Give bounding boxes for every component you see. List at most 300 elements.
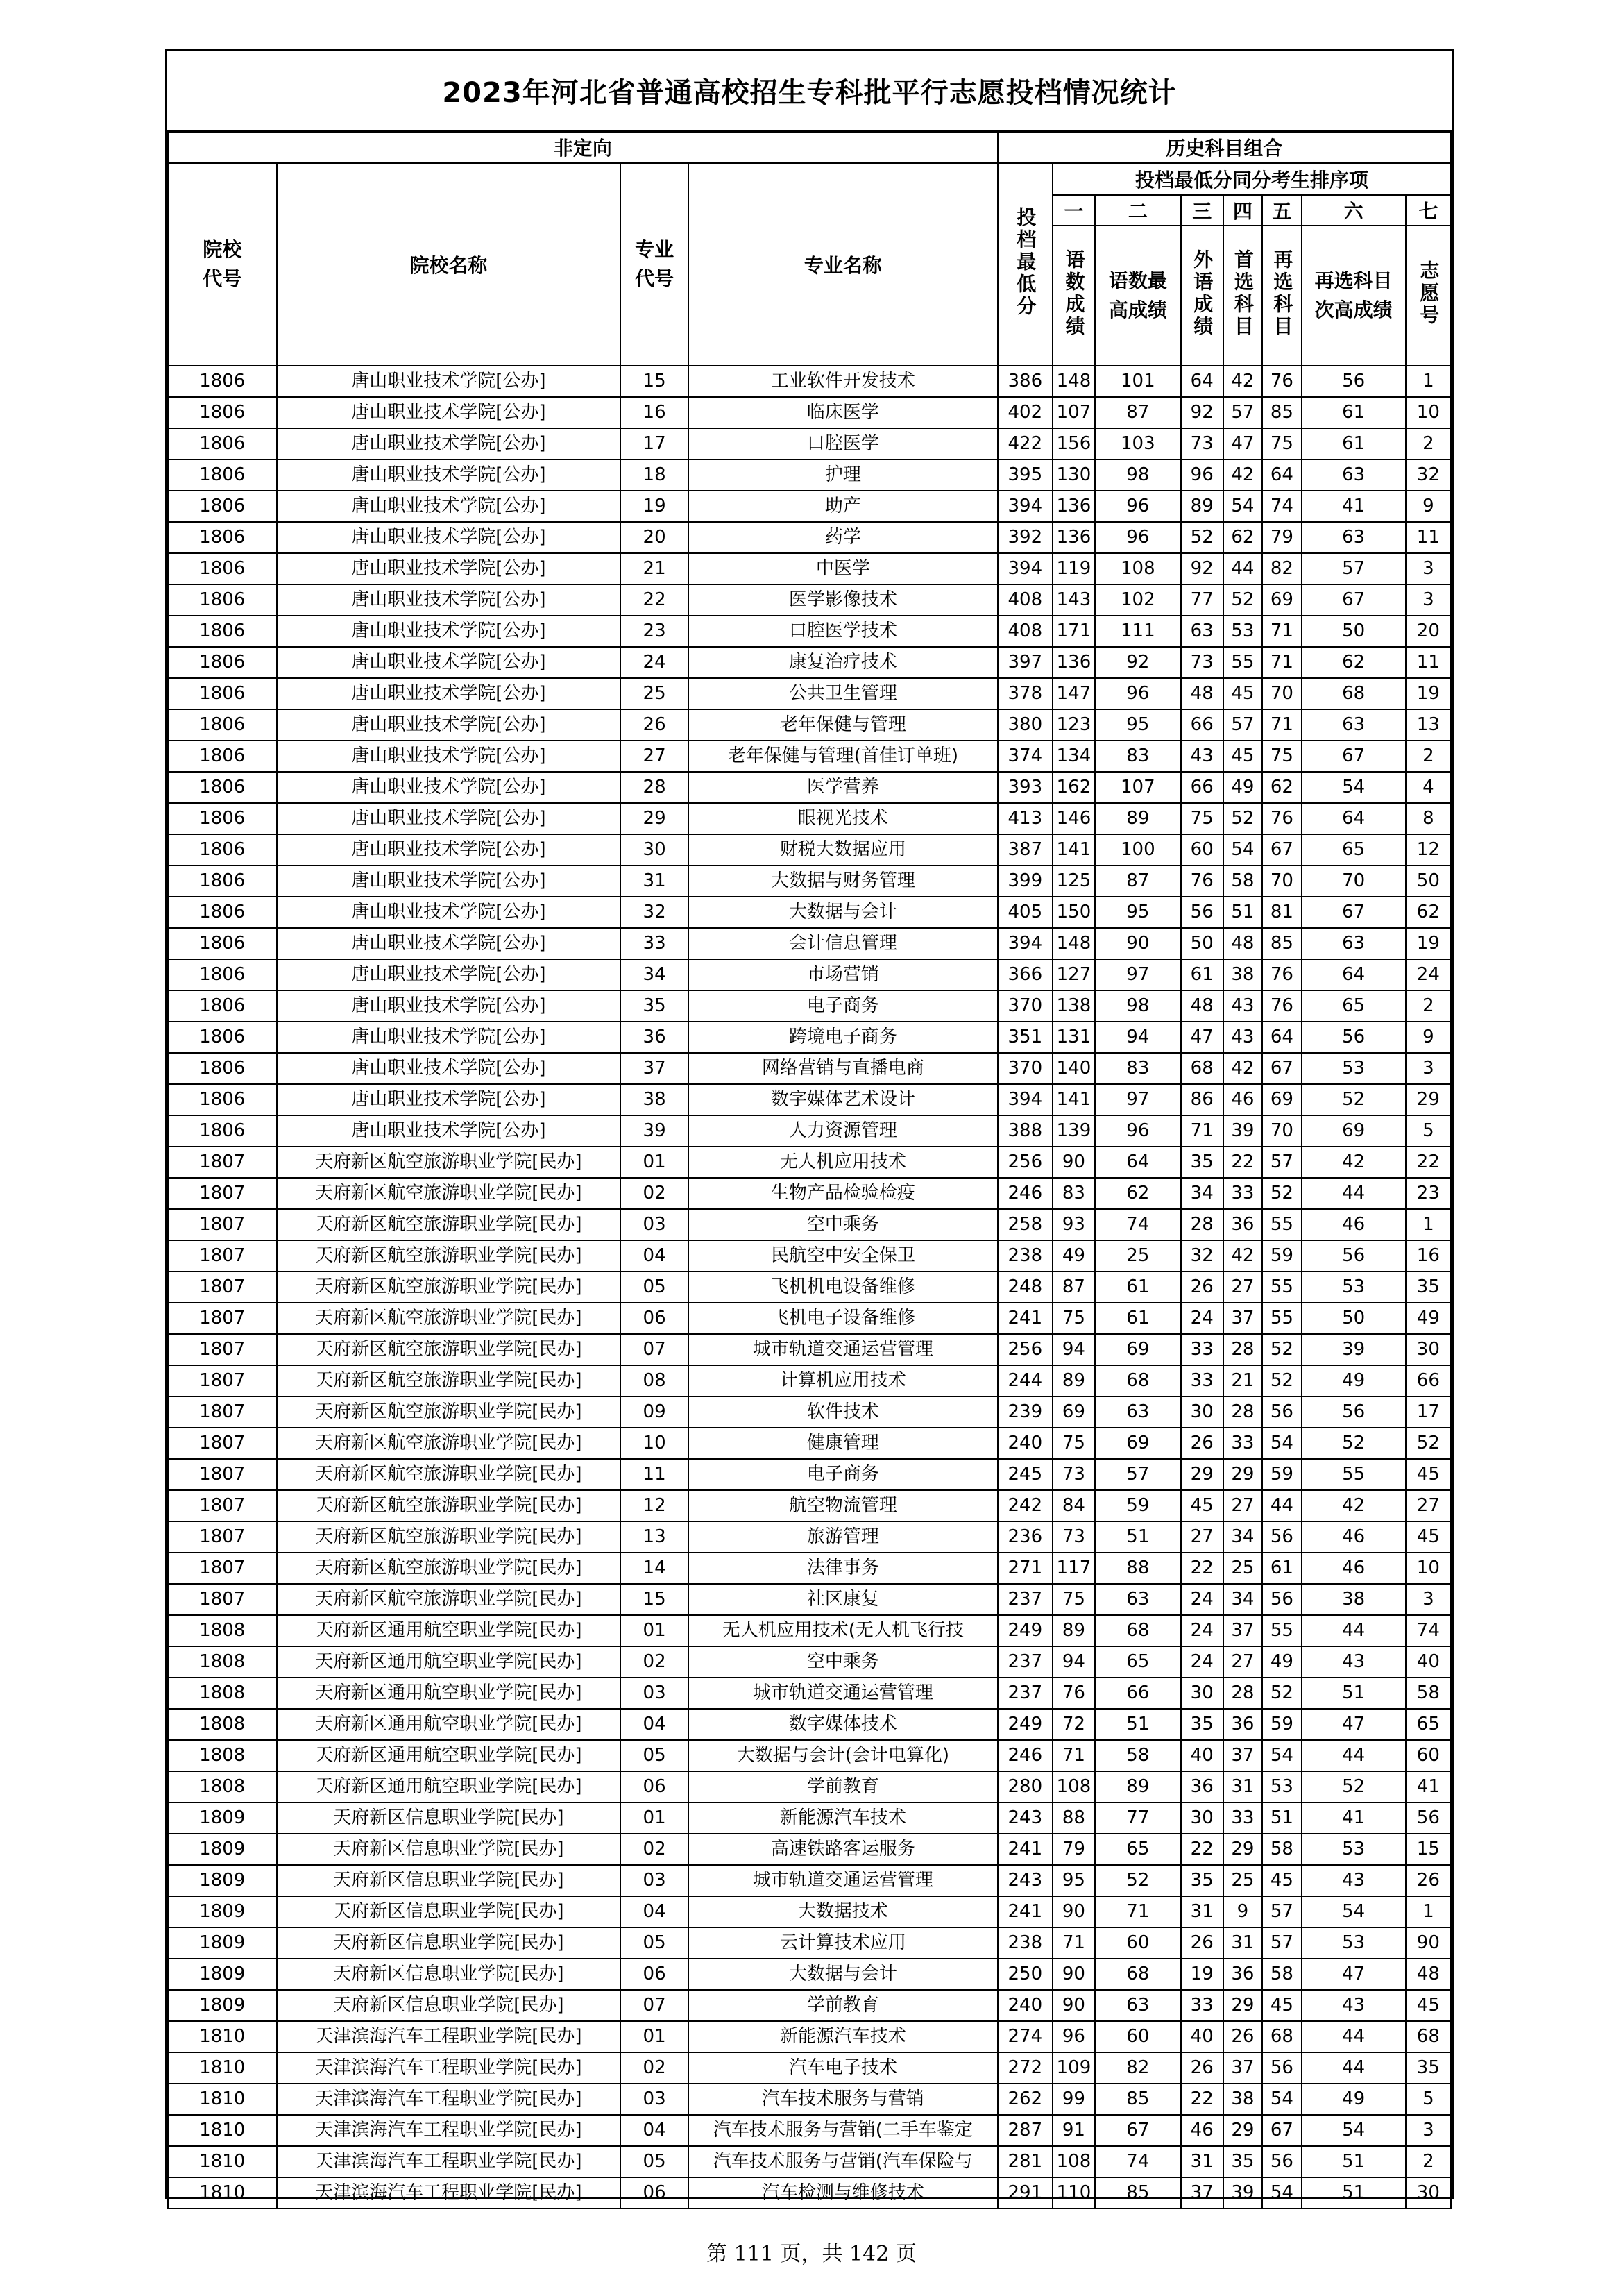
- cell-c2: 63: [1095, 1396, 1181, 1428]
- cell-c1: 123: [1053, 709, 1095, 741]
- table-row: [168, 1115, 1451, 1147]
- cell-school-code: 1807: [168, 1553, 277, 1584]
- cell-c4: 42: [1223, 1240, 1263, 1272]
- cell-major-name: 汽车技术服务与营销: [688, 2084, 998, 2115]
- cell-major-code: 05: [620, 1740, 688, 1771]
- cell-c2: 67: [1095, 2115, 1181, 2146]
- cell-c6: 43: [1302, 1990, 1406, 2021]
- cell-c4: 27: [1223, 1490, 1263, 1521]
- cell-c6: 44: [1302, 2052, 1406, 2084]
- cell-major-code: 28: [620, 772, 688, 803]
- cell-c5: 81: [1262, 897, 1302, 928]
- cell-c2: 68: [1095, 1959, 1181, 1990]
- rank-4: 四: [1223, 195, 1263, 226]
- cell-min-score: 240: [998, 1990, 1053, 2021]
- cell-c5: 64: [1262, 1022, 1302, 1053]
- cell-major-name: 城市轨道交通运营管理: [688, 1334, 998, 1365]
- cell-school-name: 唐山职业技术学院[公办]: [277, 772, 621, 803]
- cell-school-name: 天府新区航空旅游职业学院[民办]: [277, 1272, 621, 1303]
- cell-c4: 45: [1223, 678, 1263, 709]
- cell-min-score: 394: [998, 1084, 1053, 1115]
- cell-c7: 22: [1406, 1147, 1451, 1178]
- cell-school-name: 天府新区航空旅游职业学院[民办]: [277, 1303, 621, 1334]
- rank-7: 七: [1406, 195, 1451, 226]
- cell-min-score: 394: [998, 553, 1053, 584]
- cell-c5: 55: [1262, 1615, 1302, 1646]
- cell-c3: 33: [1181, 1990, 1223, 2021]
- cell-min-score: 370: [998, 1053, 1053, 1084]
- cell-school-code: 1806: [168, 866, 277, 897]
- cell-min-score: 237: [998, 1584, 1053, 1615]
- cell-c1: 141: [1053, 1084, 1095, 1115]
- cell-c7: 1: [1406, 1896, 1451, 1927]
- cell-c7: 2: [1406, 741, 1451, 772]
- cell-c1: 94: [1053, 1334, 1095, 1365]
- cell-c5: 45: [1262, 1990, 1302, 2021]
- cell-major-name: 汽车电子技术: [688, 2052, 998, 2084]
- cell-c1: 109: [1053, 2052, 1095, 2084]
- table-row: [168, 553, 1451, 584]
- cell-c7: 12: [1406, 834, 1451, 866]
- table-row: [168, 2115, 1451, 2146]
- cell-min-score: 240: [998, 1428, 1053, 1459]
- cell-min-score: 236: [998, 1521, 1053, 1553]
- cell-school-code: 1807: [168, 1490, 277, 1521]
- cell-c4: 52: [1223, 803, 1263, 834]
- cell-school-name: 天府新区航空旅游职业学院[民办]: [277, 1147, 621, 1178]
- cell-c4: 43: [1223, 990, 1263, 1022]
- cell-c2: 97: [1095, 959, 1181, 990]
- cell-c2: 25: [1095, 1240, 1181, 1272]
- table-row: [168, 1272, 1451, 1303]
- cell-c7: 68: [1406, 2021, 1451, 2052]
- cell-c3: 22: [1181, 1553, 1223, 1584]
- cell-c7: 45: [1406, 1521, 1451, 1553]
- cell-school-name: 天府新区航空旅游职业学院[民办]: [277, 1584, 621, 1615]
- cell-school-name: 天府新区航空旅游职业学院[民办]: [277, 1209, 621, 1240]
- cell-c4: 58: [1223, 866, 1263, 897]
- cell-c2: 58: [1095, 1740, 1181, 1771]
- cell-c6: 49: [1302, 1365, 1406, 1396]
- cell-min-score: 256: [998, 1334, 1053, 1365]
- cell-school-code: 1810: [168, 2021, 277, 2052]
- sort-header: 投档最低分同分考生排序项: [1053, 163, 1451, 195]
- cell-major-code: 35: [620, 990, 688, 1022]
- table-row: [168, 1396, 1451, 1428]
- cell-c3: 75: [1181, 803, 1223, 834]
- cell-school-name: 天府新区信息职业学院[民办]: [277, 1896, 621, 1927]
- cell-c4: 38: [1223, 959, 1263, 990]
- cell-c1: 119: [1053, 553, 1095, 584]
- cell-min-score: 246: [998, 1178, 1053, 1209]
- cell-major-name: 大数据与会计: [688, 1959, 998, 1990]
- cell-c7: 3: [1406, 2115, 1451, 2146]
- cell-c3: 34: [1181, 1178, 1223, 1209]
- cell-c4: 29: [1223, 2115, 1263, 2146]
- cell-school-code: 1806: [168, 647, 277, 678]
- cell-c3: 47: [1181, 1022, 1223, 1053]
- rank-1: 一: [1053, 195, 1095, 226]
- cell-major-code: 01: [620, 1803, 688, 1834]
- cell-c1: 148: [1053, 366, 1095, 397]
- cell-c2: 74: [1095, 1209, 1181, 1240]
- cell-major-code: 17: [620, 428, 688, 459]
- cell-min-score: 242: [998, 1490, 1053, 1521]
- cell-c1: 71: [1053, 1740, 1095, 1771]
- cell-c2: 74: [1095, 2146, 1181, 2177]
- cell-school-name: 天府新区信息职业学院[民办]: [277, 1990, 621, 2021]
- table-row: [168, 1803, 1451, 1834]
- cell-c6: 50: [1302, 616, 1406, 647]
- cell-c6: 41: [1302, 1803, 1406, 1834]
- cell-school-name: 天府新区通用航空职业学院[民办]: [277, 1646, 621, 1678]
- cell-c5: 59: [1262, 1709, 1302, 1740]
- cell-c4: 43: [1223, 1022, 1263, 1053]
- cell-c7: 3: [1406, 584, 1451, 616]
- cell-c6: 63: [1302, 709, 1406, 741]
- cell-school-name: 唐山职业技术学院[公办]: [277, 803, 621, 834]
- cell-major-name: 软件技术: [688, 1396, 998, 1428]
- cell-school-name: 天府新区信息职业学院[民办]: [277, 1834, 621, 1865]
- table-row: [168, 1303, 1451, 1334]
- cell-c3: 66: [1181, 709, 1223, 741]
- table-row: [168, 1490, 1451, 1521]
- cell-school-code: 1810: [168, 2115, 277, 2146]
- cell-c3: 37: [1181, 2177, 1223, 2209]
- cell-min-score: 408: [998, 584, 1053, 616]
- cell-c3: 48: [1181, 678, 1223, 709]
- cell-c5: 56: [1262, 2146, 1302, 2177]
- col-header-school: 院校名称: [277, 163, 621, 366]
- cell-school-code: 1806: [168, 584, 277, 616]
- cell-c4: 54: [1223, 491, 1263, 522]
- cell-c2: 82: [1095, 2052, 1181, 2084]
- cell-c5: 71: [1262, 709, 1302, 741]
- cell-major-name: 飞机电子设备维修: [688, 1303, 998, 1334]
- cell-c3: 26: [1181, 1927, 1223, 1959]
- cell-c5: 55: [1262, 1303, 1302, 1334]
- cell-major-name: 医学营养: [688, 772, 998, 803]
- cell-major-name: 高速铁路客运服务: [688, 1834, 998, 1865]
- cell-major-name: 空中乘务: [688, 1209, 998, 1240]
- cell-c4: 31: [1223, 1771, 1263, 1803]
- cell-c2: 51: [1095, 1521, 1181, 1553]
- cell-school-name: 天府新区航空旅游职业学院[民办]: [277, 1553, 621, 1584]
- cell-c6: 56: [1302, 1022, 1406, 1053]
- cell-c1: 171: [1053, 616, 1095, 647]
- table-row: [168, 1990, 1451, 2021]
- cell-school-name: 唐山职业技术学院[公办]: [277, 1115, 621, 1147]
- cell-c2: 66: [1095, 1678, 1181, 1709]
- cell-school-code: 1809: [168, 1834, 277, 1865]
- cell-major-code: 07: [620, 1990, 688, 2021]
- cell-major-code: 15: [620, 366, 688, 397]
- cell-c2: 96: [1095, 678, 1181, 709]
- cell-c1: 156: [1053, 428, 1095, 459]
- cell-min-score: 366: [998, 959, 1053, 990]
- cell-school-code: 1806: [168, 397, 277, 428]
- cell-c3: 52: [1181, 522, 1223, 553]
- cell-school-name: 天府新区航空旅游职业学院[民办]: [277, 1178, 621, 1209]
- cell-c6: 51: [1302, 2177, 1406, 2209]
- table-row: [168, 1834, 1451, 1865]
- cell-c1: 89: [1053, 1365, 1095, 1396]
- cell-major-code: 06: [620, 2177, 688, 2209]
- cell-c7: 5: [1406, 1115, 1451, 1147]
- cell-c5: 54: [1262, 1740, 1302, 1771]
- cell-c2: 92: [1095, 647, 1181, 678]
- cell-c6: 51: [1302, 2146, 1406, 2177]
- cell-c6: 67: [1302, 897, 1406, 928]
- col-header-major-code: 专业代号: [620, 163, 688, 366]
- cell-major-name: 医学影像技术: [688, 584, 998, 616]
- cell-c7: 13: [1406, 709, 1451, 741]
- cell-c2: 95: [1095, 709, 1181, 741]
- table-row: [168, 1459, 1451, 1490]
- cell-c5: 71: [1262, 647, 1302, 678]
- cell-school-name: 唐山职业技术学院[公办]: [277, 459, 621, 491]
- cell-min-score: 393: [998, 772, 1053, 803]
- table-row: [168, 1709, 1451, 1740]
- cell-major-name: 健康管理: [688, 1428, 998, 1459]
- cell-c5: 67: [1262, 834, 1302, 866]
- cell-min-score: 395: [998, 459, 1053, 491]
- cell-c4: 36: [1223, 1709, 1263, 1740]
- cell-c5: 67: [1262, 2115, 1302, 2146]
- cell-c6: 52: [1302, 1428, 1406, 1459]
- cell-c3: 26: [1181, 2052, 1223, 2084]
- cell-major-code: 22: [620, 584, 688, 616]
- cell-major-code: 25: [620, 678, 688, 709]
- cell-c4: 26: [1223, 2021, 1263, 2052]
- cell-major-name: 康复治疗技术: [688, 647, 998, 678]
- cell-c6: 55: [1302, 1459, 1406, 1490]
- cell-school-name: 唐山职业技术学院[公办]: [277, 678, 621, 709]
- cell-school-code: 1806: [168, 709, 277, 741]
- cell-school-code: 1806: [168, 678, 277, 709]
- cell-c1: 108: [1053, 1771, 1095, 1803]
- cell-c7: 1: [1406, 366, 1451, 397]
- cell-major-code: 23: [620, 616, 688, 647]
- cell-min-score: 244: [998, 1365, 1053, 1396]
- cell-c3: 35: [1181, 1147, 1223, 1178]
- cell-c2: 63: [1095, 1990, 1181, 2021]
- cell-c1: 131: [1053, 1022, 1095, 1053]
- cell-c7: 49: [1406, 1303, 1451, 1334]
- cell-c7: 50: [1406, 866, 1451, 897]
- cell-c1: 72: [1053, 1709, 1095, 1740]
- cell-major-code: 13: [620, 1521, 688, 1553]
- cell-c2: 83: [1095, 1053, 1181, 1084]
- cell-school-name: 天府新区通用航空职业学院[民办]: [277, 1740, 621, 1771]
- cell-min-score: 243: [998, 1865, 1053, 1896]
- cell-c2: 96: [1095, 491, 1181, 522]
- cell-major-name: 旅游管理: [688, 1521, 998, 1553]
- cell-c7: 90: [1406, 1927, 1451, 1959]
- cell-c4: 37: [1223, 1740, 1263, 1771]
- cell-c2: 90: [1095, 928, 1181, 959]
- cell-c3: 24: [1181, 1646, 1223, 1678]
- cell-school-code: 1807: [168, 1459, 277, 1490]
- cell-c6: 49: [1302, 2084, 1406, 2115]
- cell-c4: 29: [1223, 1834, 1263, 1865]
- cell-c7: 20: [1406, 616, 1451, 647]
- cell-c1: 90: [1053, 1959, 1095, 1990]
- table-row: [168, 647, 1451, 678]
- cell-c1: 136: [1053, 647, 1095, 678]
- cell-c7: 74: [1406, 1615, 1451, 1646]
- cell-school-name: 唐山职业技术学院[公办]: [277, 834, 621, 866]
- cell-c5: 76: [1262, 366, 1302, 397]
- cell-c7: 3: [1406, 1053, 1451, 1084]
- cell-c6: 52: [1302, 1084, 1406, 1115]
- cell-major-code: 04: [620, 1240, 688, 1272]
- cell-c6: 53: [1302, 1834, 1406, 1865]
- cell-c1: 143: [1053, 584, 1095, 616]
- cell-c3: 22: [1181, 2084, 1223, 2115]
- cell-c7: 3: [1406, 1584, 1451, 1615]
- cell-c6: 64: [1302, 959, 1406, 990]
- cell-school-name: 天津滨海汽车工程职业学院[民办]: [277, 2021, 621, 2052]
- table-row: [168, 459, 1451, 491]
- cell-c6: 42: [1302, 1490, 1406, 1521]
- cell-c5: 54: [1262, 1428, 1302, 1459]
- table-row: [168, 2052, 1451, 2084]
- cell-c2: 59: [1095, 1490, 1181, 1521]
- table-row: [168, 709, 1451, 741]
- cell-c3: 46: [1181, 2115, 1223, 2146]
- cell-school-name: 天府新区航空旅游职业学院[民办]: [277, 1521, 621, 1553]
- cell-c4: 54: [1223, 834, 1263, 866]
- cell-c4: 36: [1223, 1959, 1263, 1990]
- col-header-min-score: 投档最低分: [998, 163, 1053, 366]
- cell-c1: 110: [1053, 2177, 1095, 2209]
- cell-major-code: 38: [620, 1084, 688, 1115]
- cell-c3: 64: [1181, 366, 1223, 397]
- cell-c7: 65: [1406, 1709, 1451, 1740]
- cell-school-name: 唐山职业技术学院[公办]: [277, 1053, 621, 1084]
- cell-c7: 9: [1406, 1022, 1451, 1053]
- cell-major-name: 无人机应用技术(无人机飞行技: [688, 1615, 998, 1646]
- cell-c2: 68: [1095, 1365, 1181, 1396]
- col-header-c1: 语数成绩: [1053, 226, 1095, 366]
- table-row: [168, 959, 1451, 990]
- cell-school-code: 1807: [168, 1272, 277, 1303]
- table-row: [168, 616, 1451, 647]
- cell-major-name: 会计信息管理: [688, 928, 998, 959]
- cell-c1: 90: [1053, 1990, 1095, 2021]
- cell-c6: 63: [1302, 928, 1406, 959]
- cell-c7: 58: [1406, 1678, 1451, 1709]
- cell-c1: 88: [1053, 1803, 1095, 1834]
- cell-min-score: 238: [998, 1927, 1053, 1959]
- table-row: [168, 803, 1451, 834]
- cell-c4: 62: [1223, 522, 1263, 553]
- cell-major-name: 航空物流管理: [688, 1490, 998, 1521]
- table-row: [168, 1865, 1451, 1896]
- cell-major-name: 民航空中安全保卫: [688, 1240, 998, 1272]
- cell-major-code: 02: [620, 1646, 688, 1678]
- cell-c7: 10: [1406, 397, 1451, 428]
- cell-c4: 33: [1223, 1428, 1263, 1459]
- cell-c4: 49: [1223, 772, 1263, 803]
- cell-c6: 62: [1302, 647, 1406, 678]
- cell-min-score: 386: [998, 366, 1053, 397]
- cell-school-name: 天津滨海汽车工程职业学院[民办]: [277, 2084, 621, 2115]
- cell-c7: 35: [1406, 1272, 1451, 1303]
- cell-c4: 25: [1223, 1865, 1263, 1896]
- cell-c3: 68: [1181, 1053, 1223, 1084]
- cell-major-name: 新能源汽车技术: [688, 2021, 998, 2052]
- cell-c2: 89: [1095, 1771, 1181, 1803]
- cell-c6: 68: [1302, 678, 1406, 709]
- cell-major-code: 12: [620, 1490, 688, 1521]
- cell-c7: 19: [1406, 928, 1451, 959]
- admission-table: [167, 130, 1452, 2209]
- col-header-c5: 再选科目: [1262, 226, 1302, 366]
- cell-c7: 9: [1406, 491, 1451, 522]
- cell-c5: 55: [1262, 1209, 1302, 1240]
- cell-c1: 75: [1053, 1584, 1095, 1615]
- cell-c5: 57: [1262, 1896, 1302, 1927]
- cell-c2: 100: [1095, 834, 1181, 866]
- cell-c2: 83: [1095, 741, 1181, 772]
- cell-c2: 60: [1095, 1927, 1181, 1959]
- cell-c1: 117: [1053, 1553, 1095, 1584]
- cell-school-name: 唐山职业技术学院[公办]: [277, 491, 621, 522]
- cell-school-code: 1806: [168, 1084, 277, 1115]
- cell-min-score: 394: [998, 491, 1053, 522]
- cell-c2: 98: [1095, 459, 1181, 491]
- cell-c6: 67: [1302, 584, 1406, 616]
- cell-c3: 71: [1181, 1115, 1223, 1147]
- cell-c3: 89: [1181, 491, 1223, 522]
- cell-c1: 146: [1053, 803, 1095, 834]
- cell-c6: 54: [1302, 772, 1406, 803]
- cell-c6: 69: [1302, 1115, 1406, 1147]
- col-header-c2: 语数最高成绩: [1095, 226, 1181, 366]
- cell-c5: 62: [1262, 772, 1302, 803]
- cell-c4: 29: [1223, 1990, 1263, 2021]
- cell-c2: 71: [1095, 1896, 1181, 1927]
- cell-c4: 34: [1223, 1521, 1263, 1553]
- cell-major-name: 财税大数据应用: [688, 834, 998, 866]
- table-row: [168, 678, 1451, 709]
- cell-min-score: 249: [998, 1709, 1053, 1740]
- cell-c4: 38: [1223, 2084, 1263, 2115]
- cell-c3: 50: [1181, 928, 1223, 959]
- cell-school-code: 1808: [168, 1678, 277, 1709]
- cell-c6: 44: [1302, 1740, 1406, 1771]
- cell-school-name: 天府新区航空旅游职业学院[民办]: [277, 1490, 621, 1521]
- table-row: [168, 1240, 1451, 1272]
- cell-c3: 86: [1181, 1084, 1223, 1115]
- cell-min-score: 351: [998, 1022, 1053, 1053]
- cell-c1: 87: [1053, 1272, 1095, 1303]
- cell-c7: 45: [1406, 1990, 1451, 2021]
- cell-c1: 125: [1053, 866, 1095, 897]
- cell-c4: 22: [1223, 1147, 1263, 1178]
- cell-c4: 27: [1223, 1272, 1263, 1303]
- cell-c7: 26: [1406, 1865, 1451, 1896]
- cell-c1: 96: [1053, 2021, 1095, 2052]
- table-body: [168, 366, 1451, 2209]
- cell-c2: 85: [1095, 2177, 1181, 2209]
- col-header-c7: 志愿号: [1406, 226, 1451, 366]
- cell-c2: 111: [1095, 616, 1181, 647]
- cell-c3: 29: [1181, 1459, 1223, 1490]
- cell-c2: 63: [1095, 1584, 1181, 1615]
